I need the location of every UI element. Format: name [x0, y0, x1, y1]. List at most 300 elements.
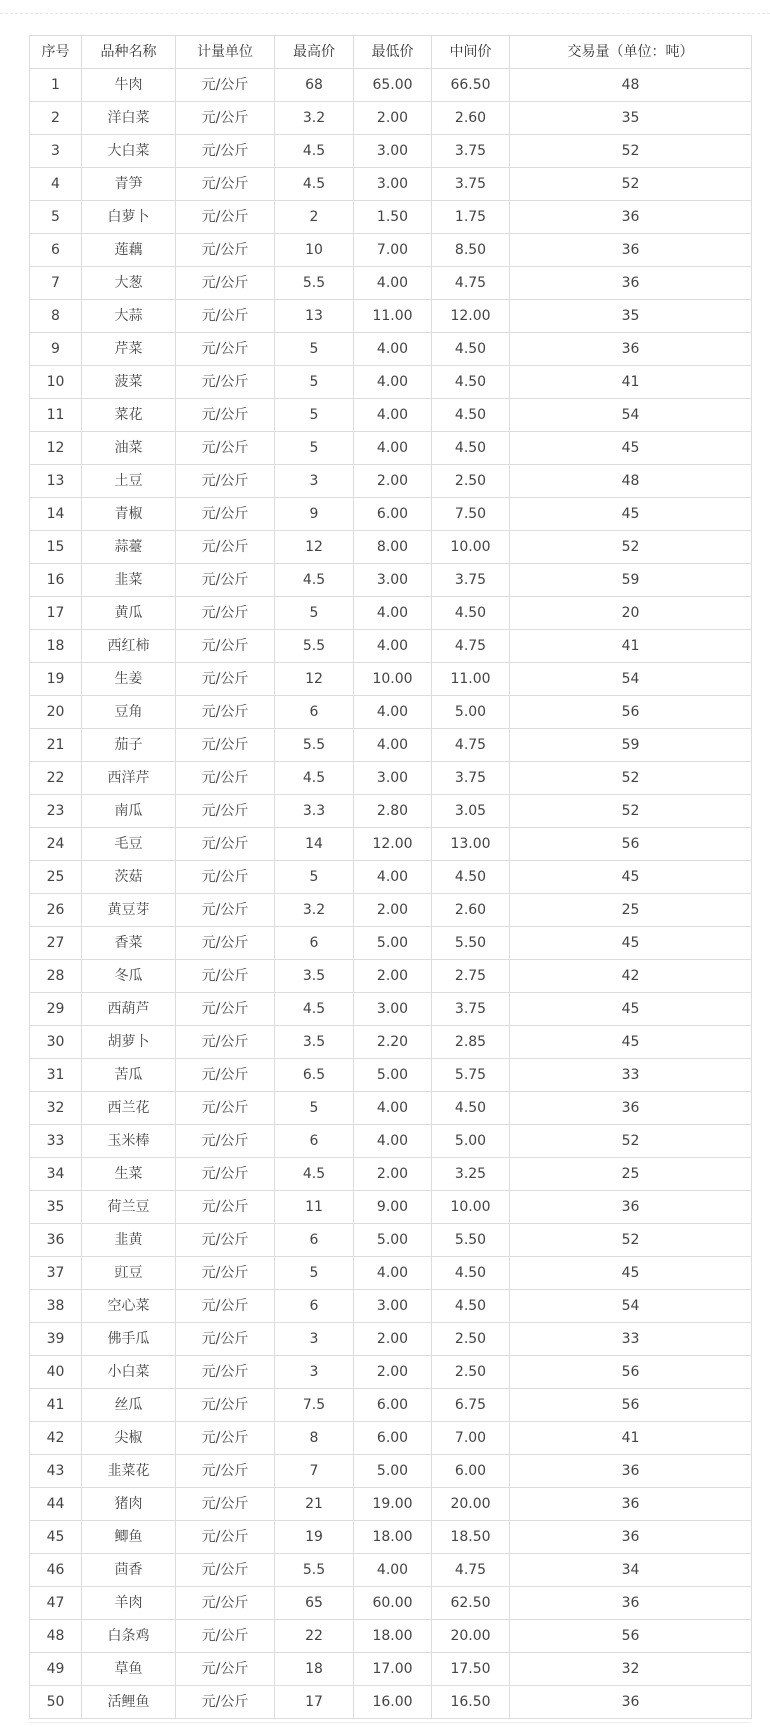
cell-min-price: 4.00: [354, 729, 432, 762]
cell-max-price: 7: [275, 1455, 354, 1488]
cell-min-price: 18.00: [354, 1521, 432, 1554]
cell-index: 45: [30, 1521, 82, 1554]
cell-max-price: 3: [275, 465, 354, 498]
cell-mid-price: 2.50: [432, 1323, 510, 1356]
table-row: [30, 1389, 752, 1422]
cell-max-price: 3: [275, 1323, 354, 1356]
cell-product-name: 白条鸡: [82, 1620, 176, 1653]
cell-volume: 36: [510, 1686, 752, 1719]
cell-volume: 35: [510, 102, 752, 135]
cell-volume: 36: [510, 1521, 752, 1554]
table-row: [30, 1455, 752, 1488]
cell-unit: 元/公斤: [176, 333, 275, 366]
table-row: [30, 927, 752, 960]
cell-index: 15: [30, 531, 82, 564]
cell-product-name: 毛豆: [82, 828, 176, 861]
cell-min-price: 2.00: [354, 1158, 432, 1191]
cell-index: 43: [30, 1455, 82, 1488]
cell-volume: 36: [510, 234, 752, 267]
cell-mid-price: 6.75: [432, 1389, 510, 1422]
cell-volume: 52: [510, 1125, 752, 1158]
cell-min-price: 3.00: [354, 762, 432, 795]
table-row: [30, 1554, 752, 1587]
table-row: [30, 894, 752, 927]
cell-product-name: 小白菜: [82, 1356, 176, 1389]
cell-mid-price: 3.05: [432, 795, 510, 828]
cell-min-price: 12.00: [354, 828, 432, 861]
cell-unit: 元/公斤: [176, 201, 275, 234]
cell-max-price: 10: [275, 234, 354, 267]
cell-product-name: 佛手瓜: [82, 1323, 176, 1356]
cell-min-price: 19.00: [354, 1488, 432, 1521]
cell-max-price: 6: [275, 1290, 354, 1323]
cell-index: 4: [30, 168, 82, 201]
cell-volume: 56: [510, 828, 752, 861]
table-row: [30, 861, 752, 894]
cell-unit: 元/公斤: [176, 960, 275, 993]
table-row: [30, 333, 752, 366]
cell-max-price: 4.5: [275, 993, 354, 1026]
table-row: [30, 1257, 752, 1290]
cell-max-price: 17: [275, 1686, 354, 1719]
cell-mid-price: 4.75: [432, 1554, 510, 1587]
table-row: [30, 762, 752, 795]
cell-max-price: 4.5: [275, 762, 354, 795]
cell-volume: 36: [510, 267, 752, 300]
cell-max-price: 6: [275, 1125, 354, 1158]
cell-index: 40: [30, 1356, 82, 1389]
cell-product-name: 生姜: [82, 663, 176, 696]
cell-volume: 45: [510, 498, 752, 531]
cell-volume: 35: [510, 300, 752, 333]
cell-unit: 元/公斤: [176, 927, 275, 960]
cell-volume: 56: [510, 1389, 752, 1422]
cell-volume: 52: [510, 762, 752, 795]
cell-mid-price: 11.00: [432, 663, 510, 696]
cell-product-name: 大白菜: [82, 135, 176, 168]
cell-max-price: 13: [275, 300, 354, 333]
cell-product-name: 西红柿: [82, 630, 176, 663]
table-row: [30, 663, 752, 696]
table-row: [30, 630, 752, 663]
cell-mid-price: 20.00: [432, 1488, 510, 1521]
table-body: [30, 69, 752, 1719]
cell-product-name: 豇豆: [82, 1257, 176, 1290]
cell-mid-price: 7.00: [432, 1422, 510, 1455]
cell-unit: 元/公斤: [176, 531, 275, 564]
cell-product-name: 牛肉: [82, 69, 176, 102]
cell-volume: 45: [510, 927, 752, 960]
cell-min-price: 2.20: [354, 1026, 432, 1059]
cell-product-name: 蒜薹: [82, 531, 176, 564]
cell-mid-price: 4.50: [432, 399, 510, 432]
cell-volume: 36: [510, 1488, 752, 1521]
cell-index: 33: [30, 1125, 82, 1158]
cell-max-price: 3.2: [275, 102, 354, 135]
cell-unit: 元/公斤: [176, 1587, 275, 1620]
cell-max-price: 5: [275, 432, 354, 465]
cell-min-price: 8.00: [354, 531, 432, 564]
cell-max-price: 5: [275, 399, 354, 432]
cell-index: 28: [30, 960, 82, 993]
cell-unit: 元/公斤: [176, 1455, 275, 1488]
cell-max-price: 18: [275, 1653, 354, 1686]
table-row: [30, 1620, 752, 1653]
cell-volume: 41: [510, 1422, 752, 1455]
cell-volume: 25: [510, 894, 752, 927]
cell-index: 16: [30, 564, 82, 597]
cell-unit: 元/公斤: [176, 102, 275, 135]
cell-mid-price: 3.25: [432, 1158, 510, 1191]
table-row: [30, 993, 752, 1026]
cell-min-price: 60.00: [354, 1587, 432, 1620]
cell-mid-price: 4.50: [432, 597, 510, 630]
table-row: [30, 1653, 752, 1686]
cell-product-name: 茴香: [82, 1554, 176, 1587]
table-header: [30, 36, 752, 69]
cell-index: 18: [30, 630, 82, 663]
cell-index: 38: [30, 1290, 82, 1323]
cell-max-price: 5.5: [275, 267, 354, 300]
cell-index: 42: [30, 1422, 82, 1455]
cell-index: 14: [30, 498, 82, 531]
cell-mid-price: 12.00: [432, 300, 510, 333]
table-row: [30, 1323, 752, 1356]
cell-mid-price: 4.50: [432, 861, 510, 894]
cell-unit: 元/公斤: [176, 69, 275, 102]
cell-unit: 元/公斤: [176, 234, 275, 267]
cell-unit: 元/公斤: [176, 498, 275, 531]
cell-unit: 元/公斤: [176, 1554, 275, 1587]
cell-product-name: 茨菇: [82, 861, 176, 894]
cell-index: 35: [30, 1191, 82, 1224]
table-row: [30, 531, 752, 564]
table-row: [30, 597, 752, 630]
cell-unit: 元/公斤: [176, 135, 275, 168]
cell-mid-price: 3.75: [432, 993, 510, 1026]
cell-max-price: 11: [275, 1191, 354, 1224]
cell-min-price: 2.80: [354, 795, 432, 828]
cell-mid-price: 18.50: [432, 1521, 510, 1554]
cell-min-price: 65.00: [354, 69, 432, 102]
cell-unit: 元/公斤: [176, 1191, 275, 1224]
cell-unit: 元/公斤: [176, 597, 275, 630]
cell-index: 49: [30, 1653, 82, 1686]
cell-volume: 52: [510, 1224, 752, 1257]
cell-index: 19: [30, 663, 82, 696]
cell-index: 21: [30, 729, 82, 762]
cell-unit: 元/公斤: [176, 1653, 275, 1686]
cell-min-price: 2.00: [354, 1356, 432, 1389]
cell-max-price: 8: [275, 1422, 354, 1455]
cell-product-name: 黄瓜: [82, 597, 176, 630]
cell-index: 13: [30, 465, 82, 498]
cell-max-price: 22: [275, 1620, 354, 1653]
cell-product-name: 大葱: [82, 267, 176, 300]
cell-mid-price: 66.50: [432, 69, 510, 102]
table-row: [30, 234, 752, 267]
cell-mid-price: 2.60: [432, 102, 510, 135]
cell-max-price: 5.5: [275, 729, 354, 762]
cell-unit: 元/公斤: [176, 993, 275, 1026]
cell-volume: 36: [510, 1587, 752, 1620]
table-row: [30, 102, 752, 135]
cell-mid-price: 2.50: [432, 465, 510, 498]
cell-min-price: 5.00: [354, 1059, 432, 1092]
cell-volume: 56: [510, 1356, 752, 1389]
cell-volume: 36: [510, 1092, 752, 1125]
cell-max-price: 5: [275, 597, 354, 630]
table-row: [30, 498, 752, 531]
table-row: [30, 795, 752, 828]
cell-min-price: 1.50: [354, 201, 432, 234]
table-row: [30, 366, 752, 399]
cell-min-price: 4.00: [354, 597, 432, 630]
table-row: [30, 1356, 752, 1389]
cell-volume: 59: [510, 564, 752, 597]
cell-product-name: 菠菜: [82, 366, 176, 399]
cell-max-price: 12: [275, 531, 354, 564]
cell-product-name: 南瓜: [82, 795, 176, 828]
table-row: [30, 399, 752, 432]
cell-max-price: 5: [275, 861, 354, 894]
cell-product-name: 香菜: [82, 927, 176, 960]
cell-mid-price: 1.75: [432, 201, 510, 234]
cell-unit: 元/公斤: [176, 267, 275, 300]
cell-min-price: 18.00: [354, 1620, 432, 1653]
cell-min-price: 2.00: [354, 960, 432, 993]
cell-unit: 元/公斤: [176, 1224, 275, 1257]
cell-mid-price: 4.50: [432, 366, 510, 399]
table-row: [30, 1422, 752, 1455]
header-volume: 交易量（单位：吨）: [510, 36, 752, 69]
cell-unit: 元/公斤: [176, 1356, 275, 1389]
cell-max-price: 3: [275, 1356, 354, 1389]
cell-max-price: 4.5: [275, 1158, 354, 1191]
cell-mid-price: 5.50: [432, 1224, 510, 1257]
cell-volume: 42: [510, 960, 752, 993]
cell-unit: 元/公斤: [176, 1059, 275, 1092]
cell-max-price: 6.5: [275, 1059, 354, 1092]
cell-mid-price: 4.50: [432, 1257, 510, 1290]
table-row: [30, 1191, 752, 1224]
cell-min-price: 4.00: [354, 333, 432, 366]
cell-mid-price: 10.00: [432, 531, 510, 564]
table-row: [30, 1686, 752, 1719]
cell-mid-price: 2.85: [432, 1026, 510, 1059]
cell-max-price: 3.5: [275, 1026, 354, 1059]
cell-volume: 41: [510, 366, 752, 399]
cell-volume: 56: [510, 1620, 752, 1653]
cell-mid-price: 5.00: [432, 1125, 510, 1158]
cell-volume: 54: [510, 663, 752, 696]
cell-product-name: 空心菜: [82, 1290, 176, 1323]
table-row: [30, 696, 752, 729]
cell-unit: 元/公斤: [176, 1323, 275, 1356]
table-row: [30, 1026, 752, 1059]
cell-unit: 元/公斤: [176, 828, 275, 861]
cell-min-price: 4.00: [354, 696, 432, 729]
cell-index: 37: [30, 1257, 82, 1290]
cell-min-price: 10.00: [354, 663, 432, 696]
header-row: [30, 36, 752, 69]
cell-max-price: 5: [275, 1092, 354, 1125]
cell-unit: 元/公斤: [176, 894, 275, 927]
cell-volume: 36: [510, 1191, 752, 1224]
cell-unit: 元/公斤: [176, 1521, 275, 1554]
cell-product-name: 豆角: [82, 696, 176, 729]
cell-unit: 元/公斤: [176, 762, 275, 795]
cell-unit: 元/公斤: [176, 1092, 275, 1125]
cell-volume: 48: [510, 465, 752, 498]
cell-product-name: 荷兰豆: [82, 1191, 176, 1224]
cell-mid-price: 4.50: [432, 333, 510, 366]
cell-min-price: 3.00: [354, 564, 432, 597]
cell-mid-price: 4.50: [432, 432, 510, 465]
table-row: [30, 1059, 752, 1092]
cell-mid-price: 5.75: [432, 1059, 510, 1092]
cell-product-name: 西葫芦: [82, 993, 176, 1026]
cell-index: 50: [30, 1686, 82, 1719]
cell-max-price: 5: [275, 333, 354, 366]
cell-max-price: 4.5: [275, 135, 354, 168]
table-row: [30, 1125, 752, 1158]
header-max-price: 最高价: [275, 36, 354, 69]
price-table: [29, 35, 752, 1719]
cell-unit: 元/公斤: [176, 630, 275, 663]
cell-product-name: 洋白菜: [82, 102, 176, 135]
cell-index: 8: [30, 300, 82, 333]
cell-index: 41: [30, 1389, 82, 1422]
cell-min-price: 2.00: [354, 102, 432, 135]
cell-max-price: 4.5: [275, 168, 354, 201]
cell-volume: 45: [510, 432, 752, 465]
header-index: 序号: [30, 36, 82, 69]
cell-index: 3: [30, 135, 82, 168]
cell-product-name: 丝瓜: [82, 1389, 176, 1422]
cell-min-price: 4.00: [354, 1125, 432, 1158]
cell-volume: 45: [510, 993, 752, 1026]
cell-mid-price: 3.75: [432, 762, 510, 795]
table-row: [30, 1488, 752, 1521]
cell-product-name: 草鱼: [82, 1653, 176, 1686]
cell-volume: 36: [510, 201, 752, 234]
cell-mid-price: 3.75: [432, 135, 510, 168]
cell-index: 6: [30, 234, 82, 267]
cell-index: 27: [30, 927, 82, 960]
cell-mid-price: 3.75: [432, 564, 510, 597]
table-row: [30, 729, 752, 762]
table-row: [30, 828, 752, 861]
cell-product-name: 胡萝卜: [82, 1026, 176, 1059]
cell-min-price: 6.00: [354, 498, 432, 531]
cell-max-price: 6: [275, 696, 354, 729]
cell-mid-price: 62.50: [432, 1587, 510, 1620]
cell-max-price: 6: [275, 1224, 354, 1257]
cell-max-price: 21: [275, 1488, 354, 1521]
table-row: [30, 201, 752, 234]
cell-product-name: 鲫鱼: [82, 1521, 176, 1554]
cell-product-name: 油菜: [82, 432, 176, 465]
cell-index: 20: [30, 696, 82, 729]
table-row: [30, 465, 752, 498]
cell-mid-price: 20.00: [432, 1620, 510, 1653]
cell-mid-price: 8.50: [432, 234, 510, 267]
cell-unit: 元/公斤: [176, 861, 275, 894]
cell-volume: 52: [510, 135, 752, 168]
cell-min-price: 4.00: [354, 1554, 432, 1587]
cell-mid-price: 4.50: [432, 1290, 510, 1323]
cell-unit: 元/公斤: [176, 1158, 275, 1191]
cell-min-price: 5.00: [354, 1455, 432, 1488]
cell-max-price: 5.5: [275, 630, 354, 663]
cell-min-price: 2.00: [354, 1323, 432, 1356]
table-row: [30, 1587, 752, 1620]
cell-unit: 元/公斤: [176, 366, 275, 399]
cell-volume: 25: [510, 1158, 752, 1191]
cell-index: 46: [30, 1554, 82, 1587]
cell-product-name: 韭菜: [82, 564, 176, 597]
table-row: [30, 1092, 752, 1125]
cell-unit: 元/公斤: [176, 465, 275, 498]
cell-min-price: 5.00: [354, 927, 432, 960]
table-row: [30, 1521, 752, 1554]
table-row: [30, 135, 752, 168]
cell-product-name: 菜花: [82, 399, 176, 432]
cell-mid-price: 2.60: [432, 894, 510, 927]
cell-volume: 56: [510, 696, 752, 729]
cell-volume: 41: [510, 630, 752, 663]
cell-index: 10: [30, 366, 82, 399]
cell-index: 29: [30, 993, 82, 1026]
cell-unit: 元/公斤: [176, 300, 275, 333]
cell-mid-price: 4.50: [432, 1092, 510, 1125]
cell-min-price: 7.00: [354, 234, 432, 267]
cell-min-price: 4.00: [354, 366, 432, 399]
table-row: [30, 960, 752, 993]
cell-max-price: 4.5: [275, 564, 354, 597]
cell-product-name: 大蒜: [82, 300, 176, 333]
cell-max-price: 3.3: [275, 795, 354, 828]
cell-min-price: 16.00: [354, 1686, 432, 1719]
table-row: [30, 267, 752, 300]
cell-unit: 元/公斤: [176, 1026, 275, 1059]
cell-product-name: 莲藕: [82, 234, 176, 267]
cell-mid-price: 17.50: [432, 1653, 510, 1686]
cell-index: 17: [30, 597, 82, 630]
cell-product-name: 西洋芹: [82, 762, 176, 795]
cell-index: 36: [30, 1224, 82, 1257]
cell-volume: 36: [510, 1455, 752, 1488]
header-unit: 计量单位: [176, 36, 275, 69]
cell-mid-price: 5.50: [432, 927, 510, 960]
cell-min-price: 9.00: [354, 1191, 432, 1224]
cell-min-price: 6.00: [354, 1422, 432, 1455]
cell-product-name: 苦瓜: [82, 1059, 176, 1092]
cell-mid-price: 4.75: [432, 630, 510, 663]
cell-mid-price: 4.75: [432, 729, 510, 762]
cell-min-price: 5.00: [354, 1224, 432, 1257]
cell-min-price: 4.00: [354, 267, 432, 300]
cell-index: 26: [30, 894, 82, 927]
cell-mid-price: 5.00: [432, 696, 510, 729]
cell-unit: 元/公斤: [176, 1422, 275, 1455]
cell-volume: 52: [510, 795, 752, 828]
cell-min-price: 2.00: [354, 894, 432, 927]
cell-unit: 元/公斤: [176, 1389, 275, 1422]
header-mid-price: 中间价: [432, 36, 510, 69]
cell-index: 48: [30, 1620, 82, 1653]
